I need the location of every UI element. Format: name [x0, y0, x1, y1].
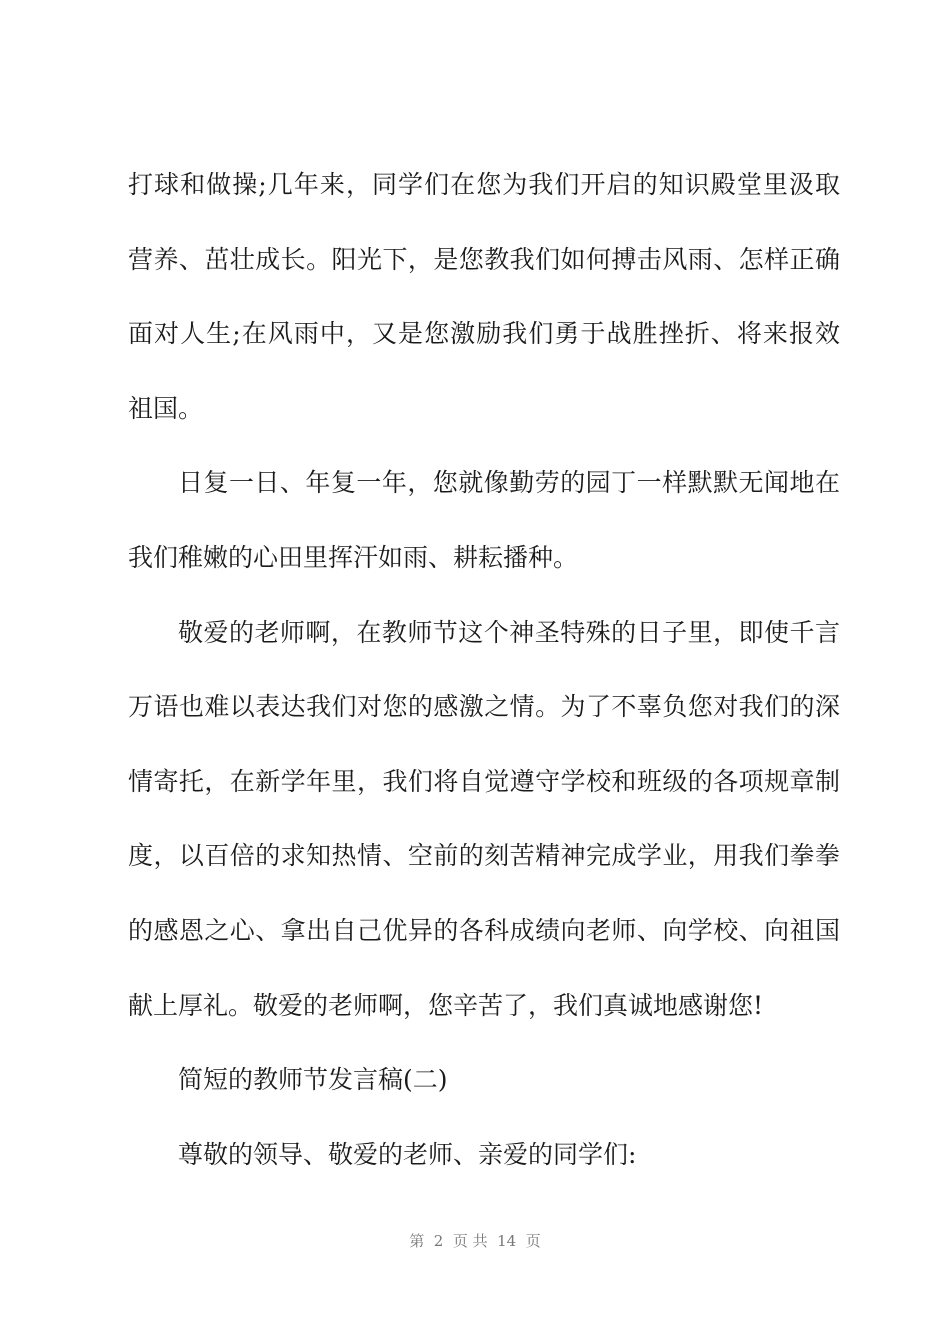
- page-number-footer: 第 2 页 共 14 页: [409, 1232, 541, 1250]
- salutation: 尊敬的领导、敬爱的老师、亲爱的同学们:: [178, 1139, 637, 1169]
- text-line: 营养、茁壮成长。阳光下，是您教我们如何搏击风雨、怎样正确: [128, 244, 840, 274]
- text-line: 献上厚礼。敬爱的老师啊，您辛苦了，我们真诚地感谢您!: [128, 990, 764, 1020]
- text-line: 祖国。: [128, 393, 204, 423]
- text-line: 万语也难以表达我们对您的感激之情。为了不辜负您对我们的深: [128, 692, 840, 722]
- text-line: 我们稚嫩的心田里挥汗如雨、耕耘播种。: [128, 542, 579, 572]
- text-line: 的感恩之心、拿出自己优异的各科成绩向老师、向学校、向祖国: [128, 915, 840, 945]
- text-line: 情寄托，在新学年里，我们将自觉遵守学校和班级的各项规章制: [128, 766, 840, 796]
- section-heading: 简短的教师节发言稿(二): [178, 1065, 448, 1095]
- document-body: [128, 172, 840, 1216]
- text-line: 度，以百倍的求知热情、空前的刻苦精神完成学业，用我们拳拳: [128, 841, 840, 871]
- text-line: 面对人生;在风雨中，又是您激励我们勇于战胜挫折、将来报效: [128, 319, 840, 349]
- text-line: 敬爱的老师啊，在教师节这个神圣特殊的日子里，即使千言: [178, 617, 840, 647]
- text-line: 日复一日、年复一年，您就像勤劳的园丁一样默默无闻地在: [178, 468, 840, 498]
- text-line: 打球和做操;几年来，同学们在您为我们开启的知识殿堂里汲取: [128, 170, 840, 199]
